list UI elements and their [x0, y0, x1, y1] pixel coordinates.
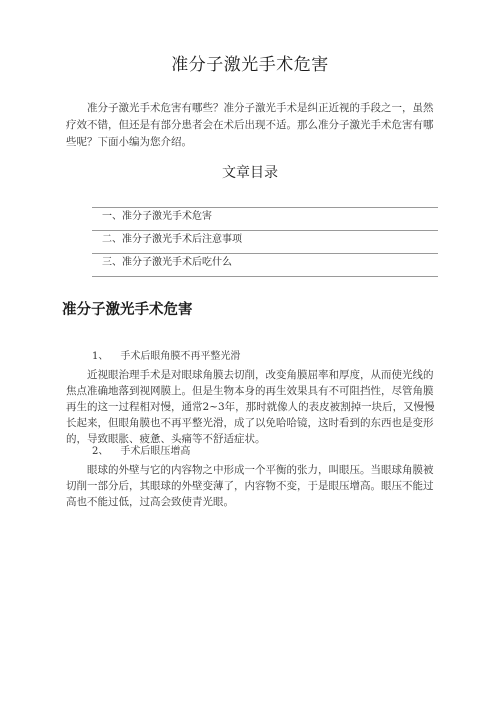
page-title: 准分子激光手术危害 — [171, 55, 329, 75]
subsection-body: 近视眼治理手术是对眼球角膜去切削，改变角膜屈率和厚度，从而使光线的焦点准确地落到视网膜上。但是生物本身的再生效果具有不可阻挡性，尽管角膜再生的这一过程相对慢，通常2~3年，那时就像人的表皮被割掉一块后，又慢慢长起来，但眼角膜也不再平整光滑，成了以免哈哈镜，这时看到的东西也是变形的，导致眼胀、疲惫、头痛等不舒适症状。 — [66, 369, 435, 445]
subsection-number: 1、 — [92, 351, 109, 362]
toc-item-risks[interactable]: 一、准分子激光手术危害 — [92, 207, 438, 230]
subsection-heading-text: 手术后眼角膜不再平整光滑 — [120, 351, 241, 362]
section-title: 准分子激光手术危害 — [62, 301, 193, 318]
toc-heading: 文章目录 — [222, 165, 278, 181]
subsection-heading — [92, 347, 240, 362]
toc-item-postop-precautions[interactable]: 二、准分子激光手术后注意事项 — [92, 230, 438, 253]
intro-paragraph: 准分子激光手术危害有哪些？准分子激光手术是纠正近视的手段之一，虽然疗效不错，但还是有部分患者会在术后出现不适。那么准分子激光手术危害有哪些呢？下面小编为您介绍。 — [66, 102, 434, 148]
toc-item-postop-diet[interactable]: 三、准分子激光手术后吃什么 — [92, 253, 438, 277]
subsection-heading — [92, 442, 190, 457]
table-of-contents — [92, 207, 438, 277]
subsection-number: 2、 — [92, 446, 109, 457]
subsection-heading-text: 手术后眼压增高 — [120, 446, 191, 457]
subsection-body: 眼球的外壁与它的内容物之中形成一个平衡的张力，叫眼压。当眼球角膜被切削一部分后，其眼球的外壁变薄了，内容物不变，于是眼压增高。眼压不能过高也不能过低，过高会致使青光眼。 — [66, 464, 434, 508]
